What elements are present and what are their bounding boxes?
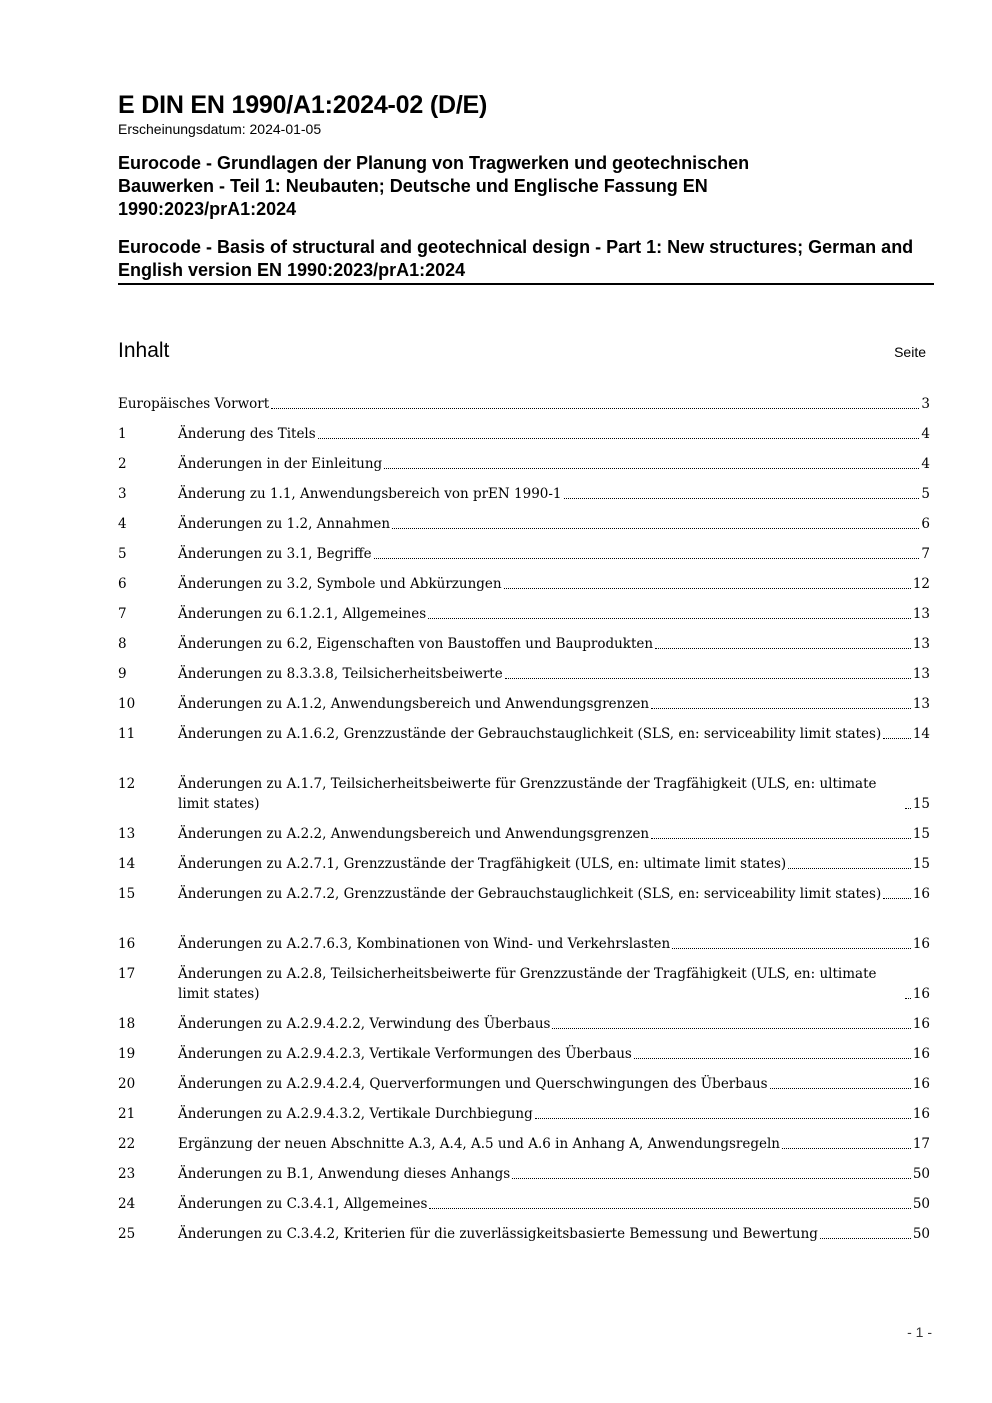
toc-dot-leader [564,498,920,499]
toc-entry[interactable] [118,964,930,1014]
toc-entry-page: 50 [912,1166,930,1182]
toc-entry-body [178,1134,930,1154]
toc-dot-leader [271,408,919,409]
toc-entry[interactable] [118,454,930,484]
toc-dot-leader [392,528,919,529]
publication-date: Erscheinungsdatum: 2024-01-05 [118,121,322,137]
toc-header [118,336,926,366]
toc-entry[interactable] [118,1044,930,1074]
toc-dot-leader [788,868,911,869]
title-english: Eurocode - Basis of structural and geotechnical design - Part 1: New structures; German and English version EN 1990:2023/prA1:2024 [118,236,934,285]
toc-entry-page: 16 [912,1016,930,1032]
toc-dot-leader [505,678,911,679]
toc-entry-page: 4 [921,456,930,472]
toc-entry-title[interactable]: Änderungen zu A.2.9.4.2.2, Verwindung des Überbaus [178,1016,551,1032]
toc-entry-title[interactable]: Änderungen zu 1.2, Annahmen [178,516,391,532]
toc-entry-number: 10 [118,696,136,712]
toc-entry-title[interactable]: Änderungen zu A.2.7.2, Grenzzustände der Gebrauchstauglichkeit (SLS, en: serviceability limit states) [178,886,882,902]
toc-entry-number: 23 [118,1166,136,1182]
toc-dot-leader [883,738,911,739]
toc-dot-leader [820,1238,911,1239]
toc-entry-title[interactable]: Europäisches Vorwort [118,396,270,412]
toc-entry[interactable] [118,484,930,514]
toc-entry-title[interactable]: Änderungen zu C.3.4.1, Allgemeines [178,1196,428,1212]
toc-entry-title[interactable]: Änderungen zu A.2.9.4.3.2, Vertikale Durchbiegung [178,1106,533,1122]
toc-entry-title[interactable]: Änderungen zu A.2.8, Teilsicherheitsbeiwerte für Grenzzustände der Tragfähigkeit (ULS, en: ultimate limit states) [178,966,877,1002]
toc-entry-number: 3 [118,486,127,502]
toc-entry[interactable] [118,934,930,964]
toc-entry-number: 20 [118,1076,136,1092]
toc-entry[interactable] [118,394,930,424]
toc-entry-page: 14 [912,726,930,742]
toc-entry-body [178,964,930,1004]
toc-entry-title[interactable]: Änderungen zu A.1.6.2, Grenzzustände der Gebrauchstauglichkeit (SLS, en: serviceability limit states) [178,726,882,742]
toc-entry-body [178,694,930,714]
toc-entry-body [178,604,930,624]
title-german: Eurocode - Grundlagen der Planung von Tragwerken und geotechnischen Bauwerken - Teil 1: Neubauten; Deutsche und Englische Fassung EN 1990:2023/prA1:2024 [118,153,750,219]
toc-entry-body [178,544,930,564]
toc-entry[interactable] [118,1104,930,1134]
toc-title: Inhalt [118,339,170,362]
toc-entry-body [178,724,930,744]
toc-entry-title[interactable]: Änderungen in der Einleitung [178,456,383,472]
toc-entry[interactable] [118,854,930,884]
toc-entry-title[interactable]: Änderungen zu A.2.9.4.2.4, Querverformungen und Querschwingungen des Überbaus [178,1076,768,1092]
toc-entry-body [178,1044,930,1064]
toc-dot-leader [672,948,911,949]
toc-dot-leader [428,618,911,619]
toc-entry-page: 13 [912,606,930,622]
toc-entry-number: 7 [118,606,127,622]
toc-entry-number: 19 [118,1046,136,1062]
toc-entry-number: 11 [118,726,136,742]
toc-dot-leader [651,838,911,839]
toc-entry-number: 1 [118,426,127,442]
table-of-contents [118,394,930,1254]
toc-entry-title[interactable]: Änderungen zu A.2.7.1, Grenzzustände der Tragfähigkeit (ULS, en: ultimate limit states) [178,856,787,872]
toc-dot-leader [512,1178,911,1179]
toc-entry-number: 13 [118,826,136,842]
toc-entry[interactable] [118,424,930,454]
toc-entry-body [178,514,930,534]
toc-dot-leader [634,1058,911,1059]
toc-entry-page: 12 [912,576,930,592]
toc-entry-number: 9 [118,666,127,682]
toc-entry-body [178,574,930,594]
toc-entry-body [178,854,930,874]
toc-entry-page: 16 [912,986,930,1002]
toc-entry-title[interactable]: Änderungen zu A.2.7.6.3, Kombinationen von Wind- und Verkehrslasten [178,936,671,952]
toc-entry-title[interactable]: Änderungen zu A.2.9.4.2.3, Vertikale Verformungen des Überbaus [178,1046,632,1062]
toc-entry[interactable] [118,1134,930,1164]
toc-entry-page: 7 [921,546,930,562]
toc-entry-number: 15 [118,886,136,902]
toc-entry-title[interactable]: Änderungen zu 3.2, Symbole und Abkürzungen [178,576,502,592]
toc-entry-body [178,1224,930,1244]
toc-entry[interactable] [118,1194,930,1224]
toc-entry-page: 15 [912,826,930,842]
toc-dot-leader [552,1028,910,1029]
toc-entry-body [178,454,930,474]
toc-entry-page: 5 [921,486,930,502]
toc-entry-body [178,774,930,814]
toc-entry-body [178,934,930,954]
toc-entry[interactable] [118,1074,930,1104]
toc-entry[interactable] [118,884,930,934]
toc-dot-leader [374,558,920,559]
toc-dot-leader [782,1148,911,1149]
toc-entry-body [178,1074,930,1094]
toc-page-column-label: Seite [894,344,926,360]
toc-entry-page: 6 [921,516,930,532]
toc-entry-title[interactable]: Änderungen zu A.1.2, Anwendungsbereich und Anwendungsgrenzen [178,696,650,712]
toc-entry-title[interactable]: Änderungen zu 3.1, Begriffe [178,546,372,562]
toc-dot-leader [770,1088,911,1089]
toc-dot-leader [905,808,911,809]
toc-entry-number: 2 [118,456,127,472]
document-id: E DIN EN 1990/A1:2024-02 (D/E) [118,91,488,119]
toc-entry-body [178,884,930,904]
toc-entry-page: 50 [912,1196,930,1212]
toc-entry-number: 5 [118,546,127,562]
page-number: - 1 - [907,1324,932,1340]
toc-entry-number: 17 [118,966,136,982]
toc-entry-number: 16 [118,936,136,952]
toc-dot-leader [883,898,911,899]
toc-entry-title[interactable]: Änderung des Titels [178,426,316,442]
toc-entry[interactable] [118,634,930,664]
toc-entry-title[interactable]: Änderungen zu B.1, Anwendung dieses Anhangs [178,1166,511,1182]
toc-entry-title[interactable]: Ergänzung der neuen Abschnitte A.3, A.4, A.5 und A.6 in Anhang A, Anwendungsregeln [178,1136,780,1152]
toc-entry-page: 15 [912,796,930,812]
toc-dot-leader [384,468,919,469]
toc-entry-page: 16 [912,886,930,902]
toc-entry[interactable] [118,604,930,634]
toc-dot-leader [655,648,911,649]
toc-entry-body [118,394,930,414]
toc-entry-page: 16 [912,1076,930,1092]
toc-entry-page: 4 [921,426,930,442]
toc-entry-body [178,484,930,504]
toc-entry-page: 13 [912,636,930,652]
toc-entry-number: 21 [118,1106,136,1122]
toc-entry-page: 17 [912,1136,930,1152]
toc-entry-page: 16 [912,1046,930,1062]
toc-entry[interactable] [118,544,930,574]
toc-dot-leader [504,588,911,589]
toc-entry-number: 4 [118,516,127,532]
toc-entry-body [178,1164,930,1184]
toc-entry[interactable] [118,694,930,724]
toc-entry-title[interactable]: Änderung zu 1.1, Anwendungsbereich von prEN 1990-1 [178,486,562,502]
toc-entry-number: 18 [118,1016,136,1032]
toc-entry-page: 50 [912,1226,930,1242]
toc-entry-number: 12 [118,776,136,792]
toc-entry-body [178,664,930,684]
toc-entry-body [178,634,930,654]
toc-dot-leader [429,1208,910,1209]
toc-entry-page: 13 [912,666,930,682]
toc-entry-page: 16 [912,936,930,952]
toc-entry-title[interactable]: Änderungen zu A.1.7, Teilsicherheitsbeiwerte für Grenzzustände der Tragfähigkeit (ULS, en: ultimate limit states) [178,776,877,812]
toc-dot-leader [651,708,911,709]
toc-dot-leader [318,438,920,439]
toc-entry-title[interactable]: Änderungen zu 8.3.3.8, Teilsicherheitsbeiwerte [178,666,503,682]
toc-entry-title[interactable]: Änderungen zu C.3.4.2, Kriterien für die zuverlässigkeitsbasierte Bemessung und Bewertung [178,1226,818,1242]
toc-entry-page: 3 [921,396,930,412]
toc-entry-page: 16 [912,1106,930,1122]
toc-dot-leader [535,1118,911,1119]
toc-entry-number: 14 [118,856,136,872]
toc-entry-page: 15 [912,856,930,872]
toc-entry-title[interactable]: Änderungen zu 6.2, Eigenschaften von Baustoffen und Bauprodukten [178,636,654,652]
toc-entry[interactable] [118,824,930,854]
toc-entry-body [178,1014,930,1034]
toc-entry[interactable] [118,664,930,694]
toc-entry[interactable] [118,1014,930,1044]
toc-entry-body [178,1194,930,1214]
toc-entry[interactable] [118,574,930,604]
toc-entry-number: 22 [118,1136,136,1152]
toc-entry[interactable] [118,1164,930,1194]
toc-entry[interactable] [118,1224,930,1254]
toc-dot-leader [905,998,911,999]
toc-entry-body [178,1104,930,1124]
document-header [118,90,934,285]
toc-entry[interactable] [118,774,930,824]
toc-entry-number: 24 [118,1196,136,1212]
toc-entry[interactable] [118,514,930,544]
toc-entry[interactable] [118,724,930,774]
toc-entry-title[interactable]: Änderungen zu A.2.2, Anwendungsbereich und Anwendungsgrenzen [178,826,650,842]
toc-entry-body [178,824,930,844]
toc-entry-title[interactable]: Änderungen zu 6.1.2.1, Allgemeines [178,606,427,622]
toc-entry-page: 13 [912,696,930,712]
toc-entry-body [178,424,930,444]
toc-entry-number: 25 [118,1226,136,1242]
toc-entry-number: 6 [118,576,127,592]
toc-entry-number: 8 [118,636,127,652]
